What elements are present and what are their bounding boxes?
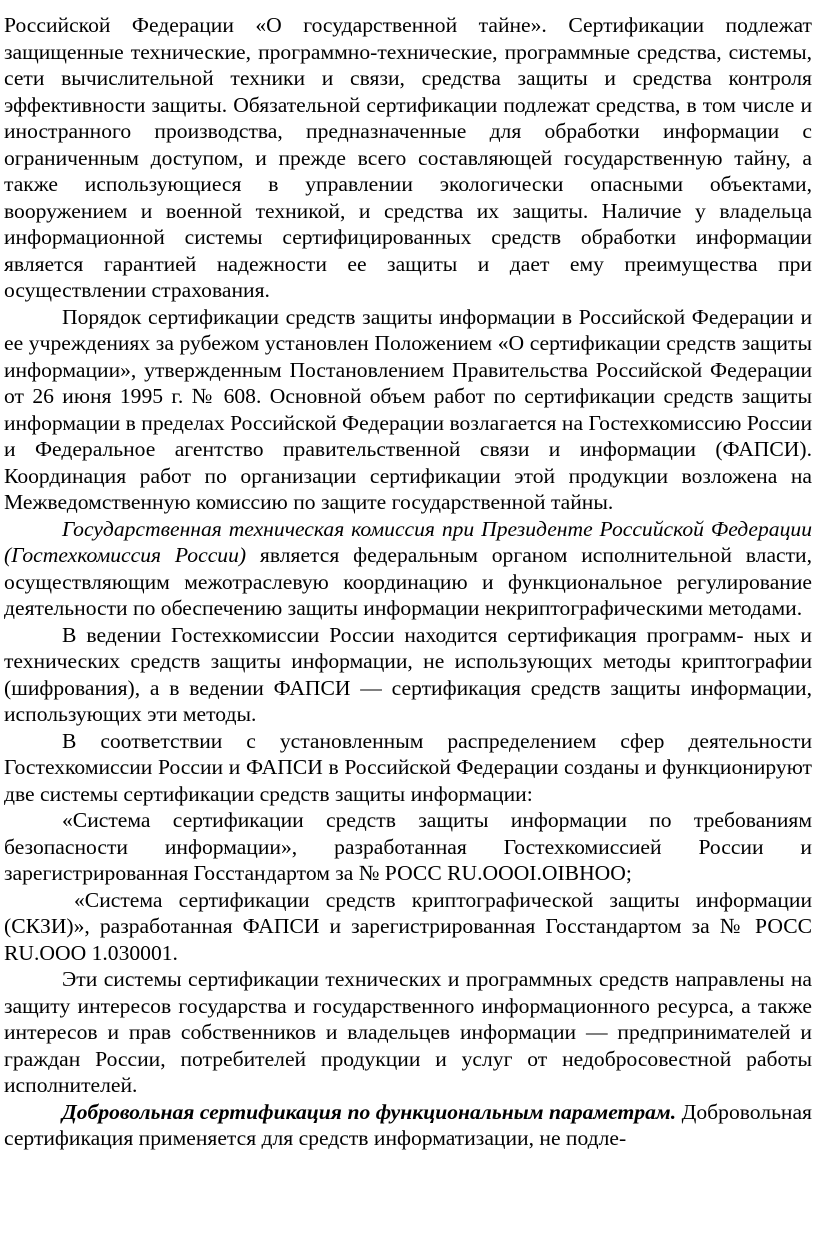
list-item-system-2-text: «Система сертификации средств криптографической защиты информации (СКЗИ)», разработанная ФАПСИ и зарегистрированная Госстандартом за № РОСС RU.OOO 1.030001. — [4, 887, 812, 965]
paragraph-9-text: Добровольная сертификация применяется для средств информатизации, не подле- — [4, 1099, 812, 1150]
paragraph-5 — [4, 728, 812, 808]
paragraph-4-text: В ведении Гостехкомиссии России находится сертификация программ- ных и технических средств защиты информации, не использующих методы криптографии (шифрования), а в ведении ФАПСИ — сертификация средств защиты информации, использующих эти методы. — [4, 622, 812, 726]
list-item-system-1-text: «Система сертификации средств защиты информации по требованиям безопасности информации», разработанная Гостехкомиссией России и зарегистрированная Госстандартом за № РОСС RU.OOOI.OIBHOO; — [4, 808, 812, 885]
paragraph-4 — [4, 622, 812, 728]
paragraph-2 — [4, 304, 812, 516]
paragraph-8-text: Эти системы сертификации технических и программных средств направлены на защиту интересов государства и государственного информационного ресурса, а также интересов и прав собственников и владельцев информации — предпринимателей и граждан России, потребителей продукции и услуг от недобросовестной работы исполнителей. — [4, 967, 812, 1097]
document-page — [4, 12, 812, 1152]
paragraph-8 — [4, 966, 812, 1099]
paragraph-3-italic-term: Государственная техническая комиссия при Президенте Российской Федерации (Гостехкомиссия России) — [4, 516, 812, 567]
paragraph-2-text: Порядок сертификации средств защиты информации в Российской Федерации и ее учреждениях за рубежом установлен Положением «О сертификации средств защиты информации», утвержденным Постановлением Правительства Российской Федерации от 26 июня 1995 г. № 608. Основной объем работ по сертификации средств защиты информации в пределах Российской Федерации возлагается на Гостехкомиссию России и Федеральное агентство правительственной связи и информации (ФАПСИ). Координация работ по организации сертификации этой продукции возложена на Межведомственную комиссию по защите государственной тайны. — [4, 304, 812, 514]
list-item-system-2 — [4, 887, 812, 967]
paragraph-9-heading: Добровольная сертификация по функциональным параметрам. — [62, 1099, 677, 1124]
paragraph-9 — [4, 1099, 812, 1152]
paragraph-1-text: Российской Федерации «О государственной тайне». Сертификации подлежат защищенные технические, программно-технические, программные средства, системы, сети вычислительной техники и связи, средства защиты и средства контроля эффективности защиты. Обязательной сертификации подлежат средства, в том числе и иностранного производства, предназначенные для обработки информации с ограниченным доступом, и прежде всего составляющей государственную тайну, а также использующиеся в управлении экологически опасными объектами, вооружением и военной техникой, и средства их защиты. Наличие у владельца информационной системы сертифицированных средств обработки информации является гарантией надежности ее защиты и дает ему преимущества при осуществлении страхования. — [4, 13, 812, 302]
paragraph-1 — [4, 12, 812, 304]
paragraph-3 — [4, 516, 812, 622]
paragraph-3-text: является федеральным органом исполнительной власти, осуществляющим межотраслевую координацию и функциональное регулирование деятельности по обеспечению защиты информации некриптографическими методами. — [4, 543, 812, 620]
paragraph-5-text: В соответствии с установленным распределением сфер деятельности Гостехкомиссии России и ФАПСИ в Российской Федерации созданы и функционируют две системы сертификации средств защиты информации: — [4, 728, 812, 806]
list-item-system-1 — [4, 807, 812, 887]
